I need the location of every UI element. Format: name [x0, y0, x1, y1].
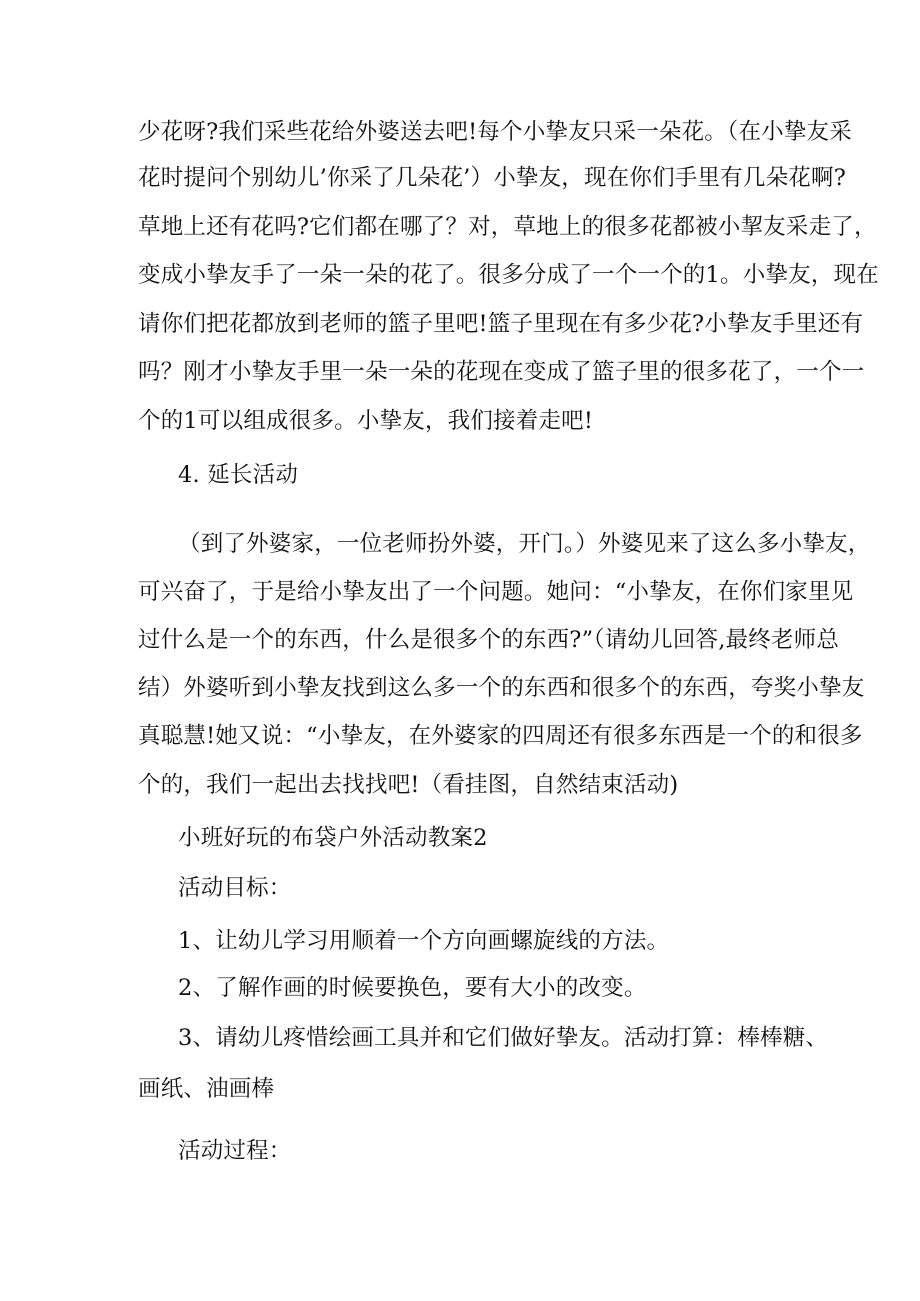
paragraph-2-line-2: 可兴奋了，于是给小挚友出了一个问题。她问：“小挚友，在你们家里见 [138, 579, 854, 605]
paragraph-2-line-5: 真聪慧!她又说：“小挚友，在外婆家的四周还有很多东西是一个的和很多 [138, 723, 863, 749]
objective-item-1: 1、让幼儿学习用顺着一个方向画螺旋线的方法。 [178, 928, 670, 954]
paragraph-2-line-3: 过什么是一个的东西，什么是很多个的东西?”（请幼儿回答,最终老师总 [138, 627, 840, 653]
lesson-2-title: 小班好玩的布袋户外活动教案2 [178, 825, 488, 851]
objectives-heading: 活动目标： [178, 875, 292, 901]
paragraph-1-line-5: 请你们把花都放到老师的篮子里吧!篮子里现在有多少花?小挚友手里还有 [138, 311, 864, 337]
section-4-heading: 4. 延长活动 [178, 462, 299, 488]
objective-item-3: 3、请幼儿疼惜绘画工具并和它们做好挚友。活动打算：棒棒糖、 [178, 1025, 829, 1051]
objective-item-2: 2、了解作画的时候要换色，要有大小的改变。 [178, 975, 647, 1001]
paragraph-1-line-7: 个的1可以组成很多。小挚友，我们接着走吧! [138, 408, 594, 434]
paragraph-1-line-6: 吗？刚才小挚友手里一朵一朵的花现在变成了篮子里的很多花了，一个一 [138, 359, 865, 385]
paragraph-1-line-2: 花时提问个别幼儿’你采了几朵花’）小挚友，现在你们手里有几朵花啊? [138, 165, 846, 191]
paragraph-1-line-4: 变成小挚友手了一朵一朵的花了。很多分成了一个一个的1。小挚友，现在 [138, 262, 879, 288]
process-heading: 活动过程： [178, 1138, 292, 1164]
objective-item-3-continued: 画纸、油画棒 [138, 1076, 275, 1102]
paragraph-2-line-1: （到了外婆家，一位老师扮外婆，开门。）外婆见来了这么多小挚友， [178, 531, 871, 557]
paragraph-1-line-1: 少花呀?我们采些花给外婆送去吧!每个小挚友只采一朵花。（在小挚友采 [138, 119, 852, 145]
paragraph-2-line-6: 个的，我们一起出去找找吧!（看挂图，自然结束活动) [138, 772, 679, 798]
paragraph-1-line-3: 草地上还有花吗?它们都在哪了？对，草地上的很多花都被小挈友采走了， [138, 214, 877, 240]
paragraph-2-line-4: 结）外婆听到小挚友找到这么多一个的东西和很多个的东西，夸奖小挚友 [138, 675, 865, 701]
